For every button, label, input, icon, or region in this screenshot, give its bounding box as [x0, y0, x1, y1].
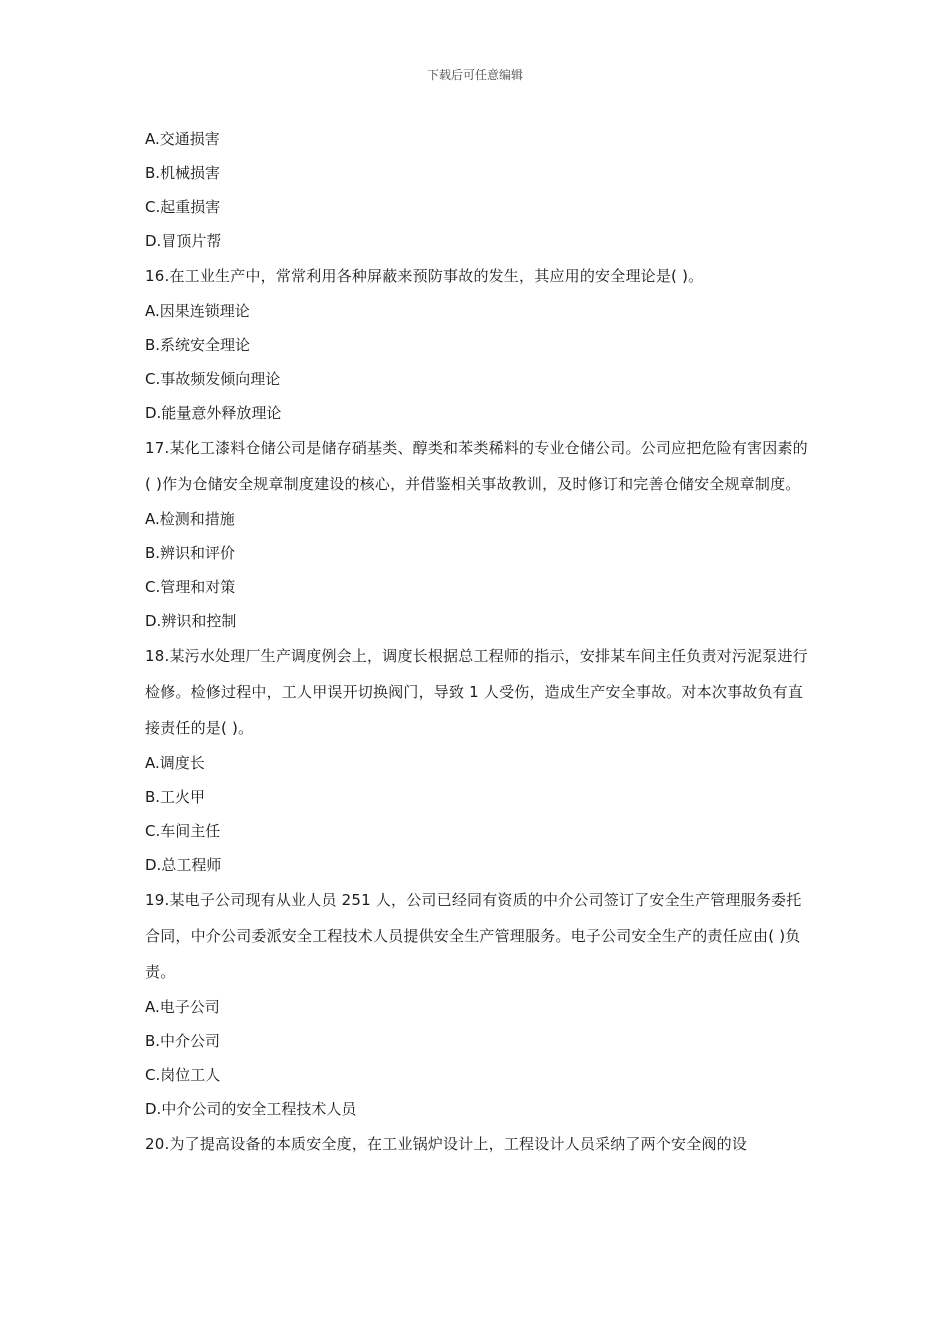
option-a: A.电子公司	[145, 998, 220, 1016]
option-a: A.调度长	[145, 754, 205, 772]
option-d: D.冒顶片帮	[145, 232, 222, 250]
question-text: 20.为了提高设备的本质安全度，在工业锅炉设计上，工程设计人员采纳了两个安全阀的设	[145, 1135, 748, 1153]
question-16	[145, 258, 813, 294]
option-c: C.事故频发倾向理论	[145, 370, 281, 388]
question-17	[145, 430, 813, 502]
option-d: D.辨识和控制	[145, 612, 237, 630]
option-d: D.中介公司的安全工程技术人员	[145, 1100, 357, 1118]
option-a: A.交通损害	[145, 130, 220, 148]
question-text: 18.某污水处理厂生产调度例会上，调度长根据总工程师的指示，安排某车间主任负责对污泥泵进行检修。检修过程中，工人甲误开切换阀门，导致 1 人受伤，造成生产安全事故。对本次事故负有直接责任的是( )。	[145, 647, 808, 737]
question-text: 19.某电子公司现有从业人员 251 人，公司已经同有资质的中介公司签订了安全生产管理服务委托合同，中介公司委派安全工程技术人员提供安全生产管理服务。电子公司安全生产的责任应由( )负责。	[145, 891, 802, 981]
question-20	[145, 1126, 813, 1162]
option-b: B.工火甲	[145, 788, 206, 806]
option-b: B.机械损害	[145, 164, 221, 182]
document-body	[145, 122, 813, 1162]
question-18	[145, 638, 813, 746]
option-c: C.管理和对策	[145, 578, 236, 596]
option-b: B.辨识和评价	[145, 544, 236, 562]
option-b: B.系统安全理论	[145, 336, 251, 354]
option-c: C.起重损害	[145, 198, 221, 216]
option-d: D.能量意外释放理论	[145, 404, 282, 422]
option-d: D.总工程师	[145, 856, 222, 874]
page-header: 下载后可任意编辑	[426, 68, 523, 82]
question-text: 16.在工业生产中，常常利用各种屏蔽来预防事故的发生，其应用的安全理论是( )。	[145, 267, 704, 285]
option-c: C.岗位工人	[145, 1066, 221, 1084]
option-c: C.车间主任	[145, 822, 221, 840]
option-a: A.因果连锁理论	[145, 302, 250, 320]
option-a: A.检测和措施	[145, 510, 235, 528]
question-text: 17.某化工漆料仓储公司是储存硝基类、醇类和苯类稀料的专业仓储公司。公司应把危险有害因素的( )作为仓储安全规章制度建设的核心，并借鉴相关事故教训，及时修订和完善仓储安全规章制度。	[145, 439, 808, 493]
question-19	[145, 882, 813, 990]
option-b: B.中介公司	[145, 1032, 221, 1050]
